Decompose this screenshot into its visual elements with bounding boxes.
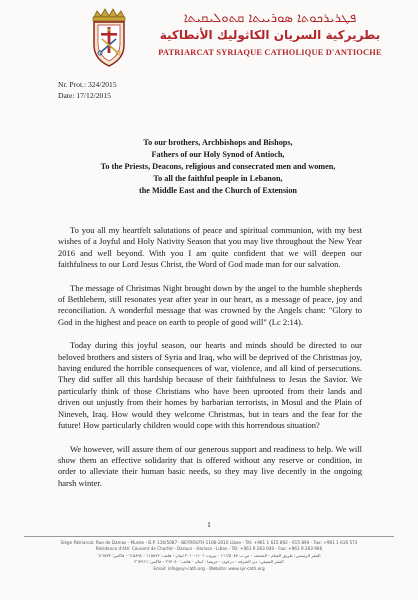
footer-arabic-summer-residence: المقر الصيفي: دير الشرفة - درعون - حريصا - لبنان - هاتف: ٢٦٣٠٤٠ - فاكس: ٢٦٣٩٦٦: [134, 559, 284, 565]
address-line: Fathers of our Holy Synod of Antioch,: [151, 149, 285, 159]
letter-date: Date: 17/12/2015: [58, 91, 111, 100]
footer-contact: Email: info@syr-cath.org - Website: www.syr-cath.org: [153, 565, 265, 571]
footer: [28, 540, 390, 572]
page-number: 1: [207, 520, 211, 529]
syriac-name: ܦܛܪܝܪܟܘܬܐ ܣܘܪܝܝܬܐ ܩܬܘܠܝܩܝܬܐ: [183, 11, 357, 26]
reference-block: [58, 79, 117, 101]
address-line: To all the faithful people in Lebanon,: [153, 173, 283, 183]
letterhead: [80, 8, 400, 70]
address-block: [58, 137, 378, 197]
letter-body: [58, 225, 362, 501]
body-paragraph: To you all my heartfelt salutations of peace and spiritual communion, with my best wishes of a Joyful and Holy Nativity Season that you may live throughout the New Year 2016 and well beyond. With you I am quite confident that we will deepen our faithfulness to our Lord Jesus Christ, the Word of God made man for our salvation.: [58, 225, 362, 270]
footer-summer-residence: Résidence d'été: Couvent de Charfet - Daroun - Harissa - Liban - Tél: +961 9 263 040 - Fax: +961 9 263 966: [95, 546, 323, 552]
patriarchal-coat-of-arms-icon: [80, 8, 138, 68]
latin-name: PATRIARCAT SYRIAQUE CATHOLIQUE D'ANTIOCHE: [158, 48, 382, 57]
address-line: the Middle East and the Church of Extension: [139, 185, 297, 195]
footer-divider: [24, 536, 394, 537]
body-paragraph: The message of Christmas Night brought down by the angel to the humble shepherds of Bethlehem, still resonates year after year in our heart, as a message of peace, joy and reconciliation. A wonderful message that was crowned by the Angels chant: "Glory to God in the highest and peace on earth to people of good will" (Lc 2:14).: [58, 282, 362, 327]
protocol-number: Nr. Prot.: 324/2015: [58, 80, 117, 89]
body-paragraph: Today during this joyful season, our hearts and minds should be directed to our beloved brothers and sisters of Syria and Iraq, who will be deprived of the Christmas joy, having endured the horrible consequences of war, violence, and all kind of persecutions. They did suffer all this hardship because of their faithfulness to Jesus the Savior. We particularly think of those Christians who have been uprooted from their lands and driven out unjustly from their homes by barbarian terrorists, in Mosul and the Plain of Nineveh, Iraq. How would they welcome Christmas, but in tears and the fear for the future! How particularly children would cope with this horrendous situation?: [58, 340, 362, 431]
body-paragraph: We however, will assure them of our generous support and readiness to help. We will show them an effective solidarity that is offered without any reserve or condition, in order to alleviate their human basic needs, so they may live decently in the ongoing harsh winter.: [58, 443, 362, 488]
address-line: To our brothers, Archbishops and Bishops,: [143, 138, 293, 147]
arabic-name: بطريركية السريان الكاثوليك الأنطاكية: [159, 28, 381, 42]
footer-arabic-seat-address: المقر الرئيسي: طريق الشام - المتحف - ص.ب ١١٦/٥٠٨٧ - بيروت ١١٠٦-٢٠١٠ لبنان - هاتف: ٦١٥٨٩٢ - ٦١٥٨٩٤ - فاكس: ٦١٦٥٧٣: [97, 552, 321, 558]
footer-seat-address: Siège Patriarcal: Rue de Damas - Musée - B.P. 116/5087 - BEYROUTH 1106-2010 Liban - Tél: +961 1 615 892 - 615 894 - Fax: +961 1 616 573: [60, 540, 358, 545]
address-line: To the Priests, Deacons, religious and consecrated men and women,: [100, 161, 336, 171]
